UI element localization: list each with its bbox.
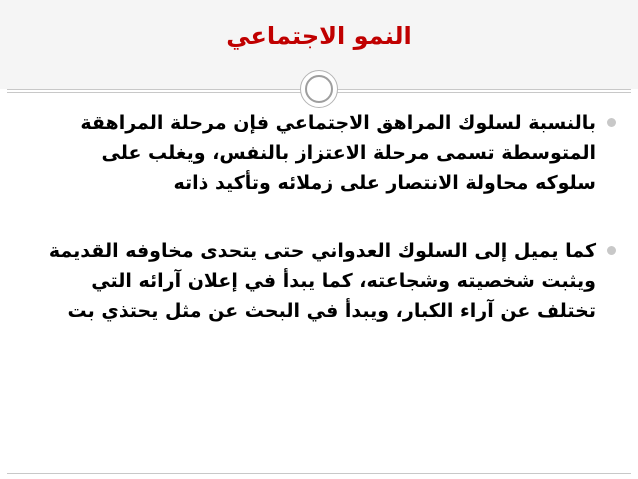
divider-circle-ring bbox=[305, 75, 333, 103]
slide-title: النمو الاجتماعي bbox=[226, 22, 412, 50]
bullet-dot-icon bbox=[607, 246, 616, 255]
divider-circle-ornament bbox=[300, 70, 338, 108]
bullet-text: كما يميل إلى السلوك العدواني حتى يتحدى مخاوفه القديمة ويثبت شخصيته وشجاعته، كما يبدأ في إعلان آرائه التي تختلف عن آراء الكبار، ويبدأ في البحث عن مثل يحتذي بت bbox=[48, 240, 596, 322]
bullet-item bbox=[40, 236, 618, 326]
bullet-list bbox=[40, 108, 618, 364]
bottom-border-line bbox=[7, 473, 631, 474]
bullet-item bbox=[40, 108, 618, 198]
bullet-dot-icon bbox=[607, 118, 616, 127]
bullet-text: بالنسبة لسلوك المراهق الاجتماعي فإن مرحلة المراهقة المتوسطة تسمى مرحلة الاعتزاز بالنفس، ويغلب على سلوكه محاولة الانتصار على زملائه وتأكيد ذاته bbox=[80, 112, 596, 194]
